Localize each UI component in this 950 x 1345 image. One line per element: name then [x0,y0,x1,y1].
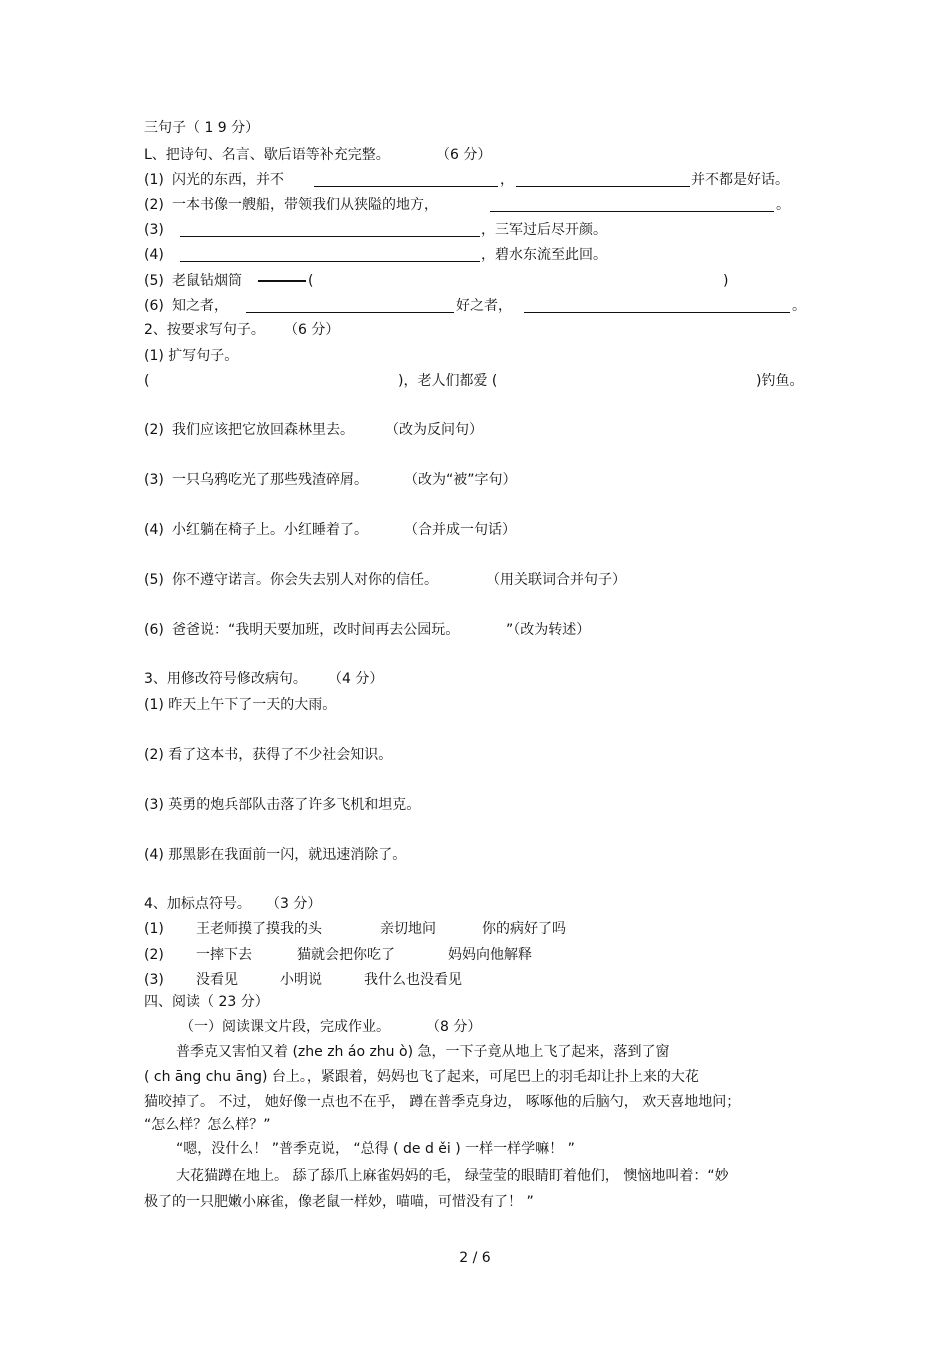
q1-score: （6 分） [436,147,492,163]
passage-line-7: 极了的一只肥嫩小麻雀，像老鼠一样妙，喵喵，可惜没有了！ ” [144,1194,534,1210]
q4-item1-c: 你的病好了吗 [482,921,566,937]
q3-item1: (1) 昨天上午下了一天的大雨。 [144,697,337,713]
q1-item1-blank-a[interactable] [314,186,498,187]
q1-item2-pre: 一本书像一艘船，带领我们从狭隘的地方， [172,197,438,213]
q2-item3-num: (3) [144,472,164,488]
page-number: 2 / 6 [459,1250,491,1266]
q1-heading: L、把诗句、名言、歇后语等补充完整。 [144,147,390,163]
q2-heading: 2、按要求写句子。 [144,322,265,338]
q2-item3-hint: （改为“被”字句） [404,472,517,488]
q1-item4-blank[interactable] [180,261,480,262]
q2-item5-hint: （用关联词合并句子） [486,572,626,588]
q4-item2-a: 一摔下去 [196,947,252,963]
q1-item1-pre: 闪光的东西，并不 [172,172,284,188]
q4-item2-num: (2) [144,947,164,963]
q1-item6-blank-b[interactable] [524,312,790,313]
q2-item2-hint: （改为反问句） [385,422,483,438]
q1-item1-blank-b[interactable] [516,186,690,187]
q4-item2-c: 妈妈向他解释 [448,947,532,963]
passage-line-3: 猫咬掉了。 不过， 她好像一点也不在乎， 蹲在普季克身边， 啄啄他的后脑勺， 欢天喜地地问； [144,1094,741,1110]
q1-item1-num: (1) [144,172,164,188]
q2-item1-label: (1) 扩写句子。 [144,348,239,364]
q1-item4-num: (4) [144,247,164,263]
q2-item5-text: 你不遵守诺言。你会失去别人对你的信任。 [172,572,438,588]
q1-item3-blank[interactable] [180,236,480,237]
q1-item6-mid: 好之者， [456,298,512,314]
q4-item1-num: (1) [144,921,164,937]
q1-item5-num: (5) [144,273,164,289]
q1-item1-post: 并不都是好话。 [691,172,789,188]
passage-line-1: 普季克又害怕又着 (zhe zh áo zhu ò) 急，一下子竟从地上飞了起来，落到了窗 [176,1044,670,1060]
q1-item2-post: 。 [776,197,790,213]
q2-item1-end: )钓鱼。 [756,373,804,389]
q1-item5-paren-close: ) [723,273,729,289]
q1-item5-pre: 老鼠钻烟筒 [172,273,242,289]
q2-item6-num: (6) [144,622,164,638]
passage-line-4: “怎么样？怎么样？” [144,1117,271,1133]
q4-item3-num: (3) [144,972,164,988]
q1-item6-blank-a[interactable] [246,312,454,313]
section4-sub-score: （8 分） [426,1019,482,1035]
q2-item1-open: ( [144,373,150,389]
q1-item1-mid: ， [500,172,514,188]
q3-item4: (4) 那黑影在我面前一闪，就迅速消除了。 [144,847,407,863]
q3-item2: (2) 看了这本书，获得了不少社会知识。 [144,747,393,763]
q1-item5-paren-open: ( [308,273,314,289]
passage-line-6: 大花猫蹲在地上。 舔了舔爪上麻雀妈妈的毛， 绿莹莹的眼睛盯着他们， 懊恼地叫着：“妙 [176,1168,729,1184]
q2-item4-num: (4) [144,522,164,538]
section4-sub: （一）阅读课文片段，完成作业。 [180,1019,390,1035]
q1-item4-post: ，碧水东流至此回。 [481,247,607,263]
q2-item1-mid: )，老人们都爱 ( [398,373,498,389]
q1-item6-pre: 知之者， [172,298,228,314]
q4-item1-b: 亲切地问 [380,921,436,937]
q1-item6-num: (6) [144,298,164,314]
q1-item5-dash [258,280,306,282]
q3-score: （4 分） [328,671,384,687]
q3-item3: (3) 英勇的炮兵部队击落了许多飞机和坦克。 [144,797,421,813]
q4-item3-c: 我什么也没看见 [364,972,462,988]
passage-line-5: “嗯，没什么！ ”普季克说， “总得 ( de d ěi ) 一样一样学嘛！ ” [176,1141,575,1157]
q1-item3-num: (3) [144,222,164,238]
q4-heading: 4、加标点符号。 [144,896,251,912]
q3-heading: 3、用修改符号修改病句。 [144,671,307,687]
q2-item6-text: 爸爸说：“我明天要加班，改时间再去公园玩。 [172,622,460,638]
q2-item5-num: (5) [144,572,164,588]
q2-item6-hint: ”（改为转述） [506,622,591,638]
q1-item6-post: 。 [792,298,806,314]
q4-item3-a: 没看见 [196,972,238,988]
q2-item4-text: 小红躺在椅子上。小红睡着了。 [172,522,368,538]
q4-item1-a: 王老师摸了摸我的头 [196,921,322,937]
q1-item2-num: (2) [144,197,164,213]
passage-line-2: ( ch āng chu āng) 台上。，紧跟着，妈妈也飞了起来，可尾巴上的羽毛却让扑上来的大花 [144,1069,699,1085]
q4-score: （3 分） [266,896,322,912]
q4-item3-b: 小明说 [280,972,322,988]
q2-item2-text: 我们应该把它放回森林里去。 [172,422,354,438]
q1-item2-blank[interactable] [490,211,774,212]
section3-title: 三句子（ 1 9 分） [144,120,260,136]
q2-score: （6 分） [284,322,340,338]
q2-item2-num: (2) [144,422,164,438]
q1-item3-post: ，三军过后尽开颜。 [481,222,607,238]
q2-item3-text: 一只乌鸦吃光了那些残渣碎屑。 [172,472,368,488]
q4-item2-b: 猫就会把你吃了 [297,947,395,963]
q2-item4-hint: （合并成一句话） [404,522,516,538]
section4-title: 四、阅读（ 23 分） [144,994,269,1010]
